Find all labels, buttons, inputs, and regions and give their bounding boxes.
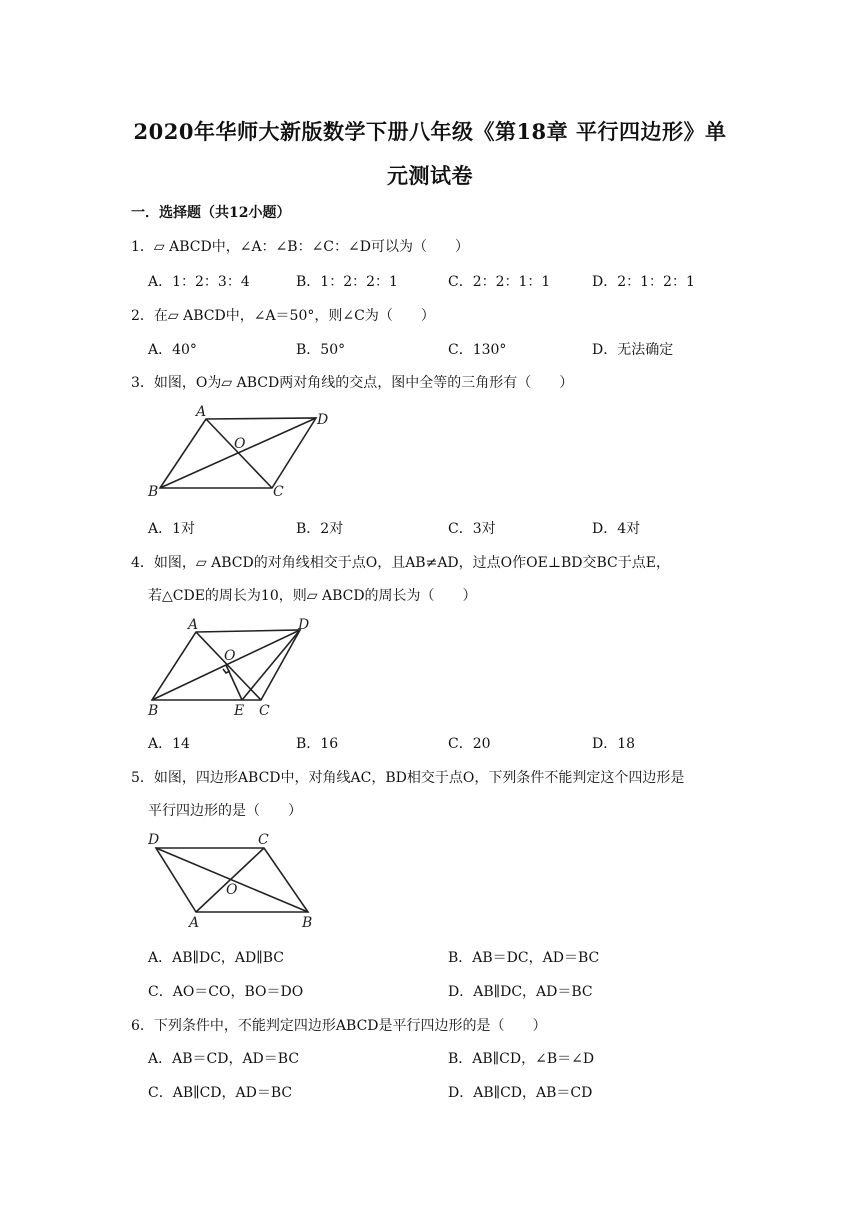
- document-title-line-2: 元测试卷: [387, 163, 473, 188]
- label-c: C: [259, 703, 270, 719]
- question-1-stem: 1．▱ ABCD中，∠A：∠B：∠C：∠D可以为（ ）: [131, 239, 469, 255]
- question-5-stem-line-2: 平行四边形的是（ ）: [148, 803, 302, 819]
- label-o: O: [224, 648, 236, 664]
- question-6-option-b: B．AB∥CD，∠B＝∠D: [448, 1051, 595, 1067]
- document-title-line-1: 2020年华师大新版数学下册八年级《第18章 平行四边形》单: [133, 119, 727, 144]
- question-3-option-d: D．4对: [592, 521, 641, 537]
- question-5-option-d: D．AB∥DC，AD＝BC: [448, 984, 593, 1000]
- question-5-option-c: C．AO＝CO，BO＝DO: [148, 984, 304, 1000]
- question-5-stem-line-1: 5．如图，四边形ABCD中，对角线AC，BD相交于点O，下列条件不能判定这个四边形是: [131, 770, 685, 786]
- question-2-option-b: B．50°: [296, 342, 346, 358]
- label-o: O: [226, 882, 238, 898]
- question-2-option-d: D．无法确定: [592, 342, 674, 358]
- question-6-option-c: C．AB∥CD，AD＝BC: [148, 1085, 293, 1101]
- question-4-option-c: C．20: [448, 736, 491, 752]
- question-1-option-b: B．1：2：2：1: [296, 274, 398, 290]
- section-heading: 一．选择题（共12小题）: [131, 205, 291, 221]
- question-4-stem-line-1: 4．如图，▱ ABCD的对角线相交于点O，且AB≠AD，过点O作OE⊥BD交BC于点E，: [131, 555, 670, 571]
- question-4-figure: [146, 616, 312, 720]
- label-c: C: [258, 832, 269, 848]
- question-6-option-a: A．AB＝CD，AD＝BC: [148, 1051, 300, 1067]
- question-5-option-b: B．AB＝DC，AD＝BC: [448, 950, 600, 966]
- question-4-option-d: D．18: [592, 736, 636, 752]
- label-d: D: [317, 412, 329, 428]
- question-2-option-c: C．130°: [448, 342, 507, 358]
- label-a: A: [196, 404, 207, 420]
- question-3-figure: [146, 402, 330, 502]
- label-o: O: [234, 436, 246, 452]
- question-4-option-b: B．16: [296, 736, 339, 752]
- label-c: C: [273, 484, 284, 500]
- question-1-option-a: A．1：2：3：4: [148, 274, 250, 290]
- label-d: D: [298, 617, 310, 633]
- label-b: B: [148, 484, 159, 500]
- question-1-option-d: D．2：1：2：1: [592, 274, 695, 290]
- question-6-option-d: D．AB∥CD，AB＝CD: [448, 1085, 593, 1101]
- question-3-option-c: C．3对: [448, 521, 496, 537]
- question-3-option-b: B．2对: [296, 521, 344, 537]
- question-5-option-a: A．AB∥DC，AD∥BC: [148, 950, 284, 966]
- question-4-stem-line-2: 若△CDE的周长为10，则▱ ABCD的周长为（ ）: [148, 588, 477, 604]
- label-b: B: [302, 915, 313, 931]
- question-3-option-a: A．1对: [148, 521, 196, 537]
- label-b: B: [148, 703, 159, 719]
- question-4-option-a: A．14: [148, 736, 190, 752]
- label-a: A: [188, 617, 199, 633]
- label-e: E: [234, 703, 245, 719]
- question-5-figure: [144, 828, 320, 932]
- question-2-stem: 2．在▱ ABCD中，∠A＝50°，则∠C为（ ）: [131, 308, 435, 324]
- label-a: A: [189, 915, 200, 931]
- question-2-option-a: A．40°: [148, 342, 197, 358]
- label-d: D: [148, 832, 160, 848]
- question-3-stem: 3．如图，O为▱ ABCD两对角线的交点，图中全等的三角形有（ ）: [131, 375, 574, 391]
- question-6-stem: 6．下列条件中，不能判定四边形ABCD是平行四边形的是（ ）: [131, 1018, 547, 1034]
- question-1-option-c: C．2：2：1：1: [448, 274, 551, 290]
